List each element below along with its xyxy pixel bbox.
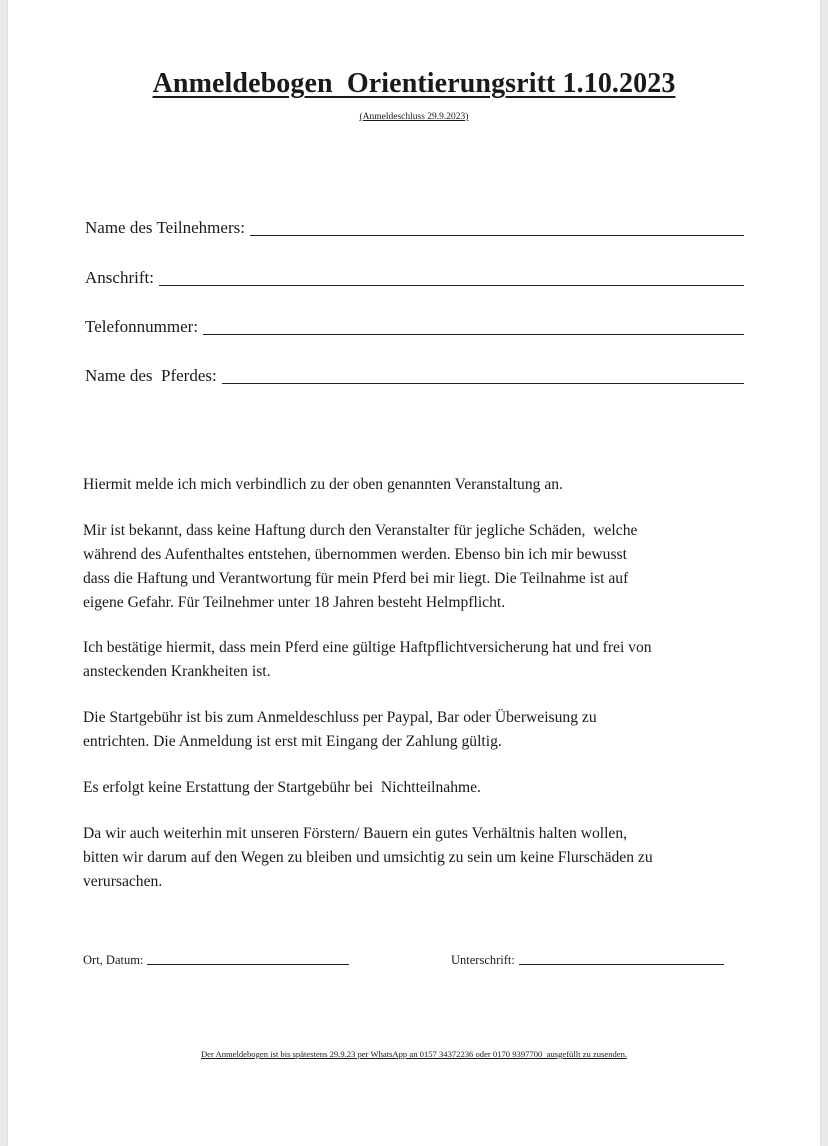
fill-in-line[interactable] (250, 234, 744, 236)
fill-in-line[interactable] (222, 382, 744, 384)
text-line: Es erfolgt keine Erstattung der Startgebühr bei Nichtteilnahme. (83, 779, 481, 796)
text-line: eigene Gefahr. Für Teilnehmer unter 18 Jahren besteht Helmpflicht. (83, 594, 506, 611)
horse-name-field[interactable] (85, 362, 744, 386)
address-field[interactable] (85, 264, 744, 288)
text-line: bitten wir darum auf den Wegen zu bleiben und umsichtig zu sein um keine Flurschäden zu (83, 849, 653, 866)
text-line: Die Startgebühr ist bis zum Anmeldeschluss per Paypal, Bar oder Überweisung zu (83, 709, 597, 726)
fee-paragraph (83, 706, 753, 754)
signature-line[interactable] (519, 964, 724, 965)
text-line: entrichten. Die Anmeldung ist erst mit Eingang der Zahlung gültig. (83, 733, 502, 750)
field-label: Telefonnummer: (85, 317, 199, 336)
document-page (8, 0, 820, 1146)
document-title: Anmeldebogen Orientierungsritt 1.10.2023 (152, 68, 676, 99)
fill-in-line[interactable] (159, 284, 744, 286)
paths-paragraph (83, 822, 753, 894)
insurance-paragraph (83, 636, 753, 684)
submission-note: Der Anmeldebogen ist bis spätestens 29.9.23 per WhatsApp an 0157 34372236 oder 0170 9397700 ausgefüllt zu zusenden. (200, 1049, 628, 1059)
text-line: Mir ist bekannt, dass keine Haftung durch den Veranstalter für jegliche Schäden, welche (83, 522, 638, 539)
signature-field[interactable] (451, 950, 724, 968)
phone-field[interactable] (85, 313, 744, 337)
fill-in-line[interactable] (203, 333, 744, 335)
text-line: Da wir auch weiterhin mit unseren Förstern/ Bauern ein gutes Verhältnis halten wollen, (83, 825, 628, 842)
text-line: dass die Haftung und Verantwortung für mein Pferd bei mir liegt. Die Teilnahme ist auf (83, 570, 629, 587)
text-line: während des Aufenthaltes entstehen, übernommen werden. Ebenso bin ich mir bewusst (83, 546, 627, 563)
participant-name-field[interactable] (85, 214, 744, 238)
text-line: verursachen. (83, 873, 163, 890)
place-date-label: Ort, Datum: (83, 953, 144, 967)
liability-paragraph (83, 519, 753, 615)
refund-paragraph (83, 776, 753, 800)
field-label: Name des Pferdes: (85, 366, 217, 385)
signature-label: Unterschrift: (451, 953, 515, 967)
registration-deadline-note: (Anmeldeschluss 29.9.2023) (359, 112, 469, 122)
text-line: Ich bestätige hiermit, dass mein Pferd eine gültige Haftpflichtversicherung hat und frei von (83, 639, 652, 656)
registration-statement (83, 473, 753, 497)
place-date-field[interactable] (83, 950, 349, 968)
field-label: Name des Teilnehmers: (85, 218, 245, 237)
field-label: Anschrift: (85, 268, 154, 287)
text-line: Hiermit melde ich mich verbindlich zu der oben genannten Veranstaltung an. (83, 476, 563, 493)
place-date-line[interactable] (147, 964, 349, 965)
text-line: ansteckenden Krankheiten ist. (83, 663, 271, 680)
